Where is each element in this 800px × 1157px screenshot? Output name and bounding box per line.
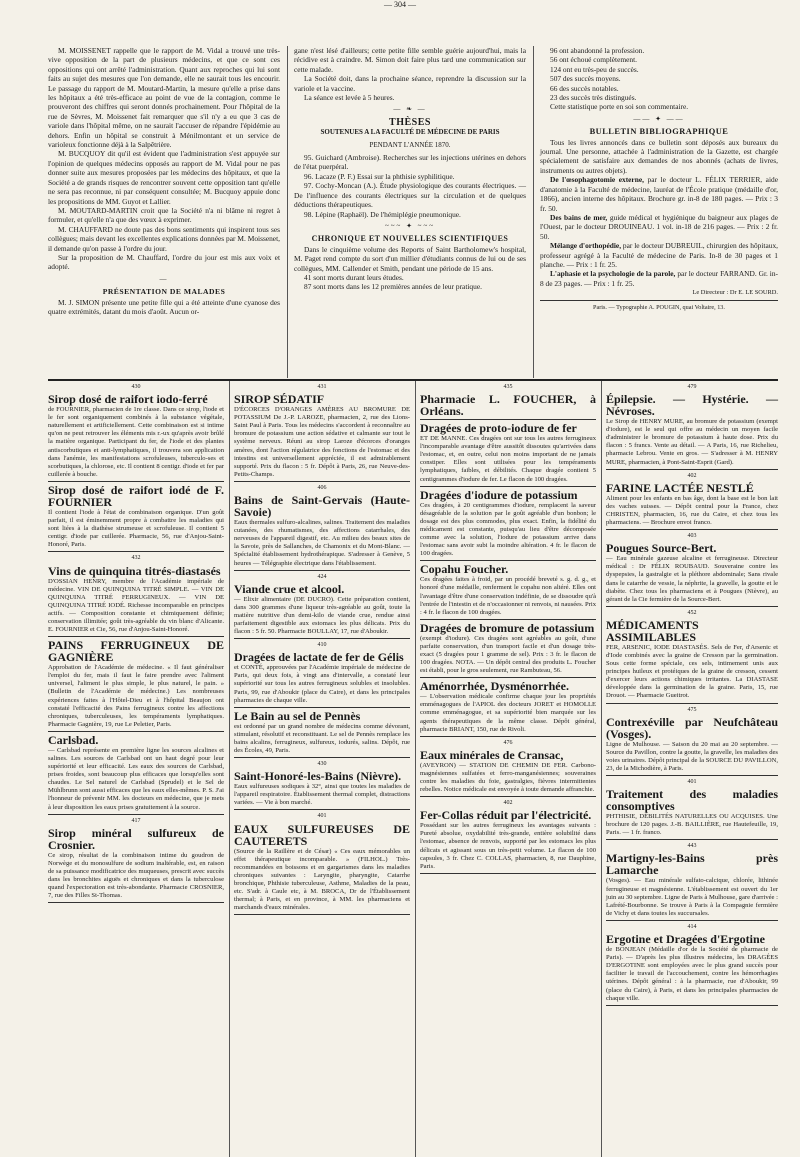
list-item: 124 ont eu très-peu de succès. (550, 64, 639, 74)
ad-text: Eaux sulfureuses sodiques à 32°, ainsi que toutes les maladies de l'appareil respiratoire. Établissement thermal complet, distractions variées. — Vie à bon marché. (234, 783, 410, 807)
article-column-3 (540, 46, 778, 312)
ad-text: — Eau minérale gazeuse alcaline et ferrugineuse. Directeur médical : Dr FÉLIX ROUBAUD. Souveraine contre les dyspepsies, la gastralgie et la pléthore abdominale; Sans rivale dans le catarrhe de vessie, la néphrite, la gravelle, la goutte et le diabète. Chez tous les pharmaciens et à Pougues (Nièvre), au gérant de la Cie fermière de la Source-Bert. (606, 555, 778, 603)
advertisement (48, 734, 224, 815)
advertisement (420, 489, 596, 562)
ornament: ~~~ ✦ ~~~ (384, 221, 436, 230)
ad-text: Ces dragées, à 20 centigrammes d'iodure, remplacent la saveur désagréable de la solution par le goût agréable d'un bonbon; le dosage est des plus commodes, plus exact. Enfin, la fidélité du médicament est constante, puisqu'au lieu d'être décomposée comme avec la solution, l'iodure de potassium arrive dans l'estomac sans avoir subi la moindre altération. 4 fr. le flacon de 100 dragées. (420, 501, 596, 558)
ad-heading: Martigny-les-Bains près Lamarche (606, 851, 778, 878)
advertisement (420, 563, 596, 619)
ad-text: Aliment pour les enfants en bas âge, dont la base est le bon lait des vaches suisses. — Dépôt central pour la France, chez CHRISTEN, pharmacien, 16, rue du Caire, et chez tous les pharmaciens. — Brochure envoi franco. (606, 494, 778, 527)
advertisement (48, 817, 224, 904)
list-item: 56 ont échoué complètement. (550, 55, 638, 65)
ad-text: Ces dragées faites à froid, par un procédé breveté s. g. d. g., et honoré d'une médaille, renferment le copahu non altéré. Elles ont l'avantage d'être d'une conservation indéfinie, de se dissoudre qu'à l'entrée de l'intestin et de n'occasionner ni renvois, ni nausées. Prix : 4 fr. le flacon de 100 dragées. (420, 576, 596, 616)
ad-text: et CONTÉ, approuvées par l'Académie impériale de médecine de Paris, qui deux fois, à vingt ans d'intervalle, a constaté leur supériorité sur tous les autres ferrugineux solubles et insolubles. Paris, 99, rue d'Aboukir (place du Caire), et dans les principales pharmacies de chaque ville. (234, 664, 410, 704)
divider (420, 419, 596, 420)
paragraph: gane n'est lésé d'ailleurs; cette petite fille semble guérie aujourd'hui, mais la récidive est à craindre. M. Simon doit faire plus tard une communication sur cette malade. (294, 46, 526, 74)
ad-text: Eaux thermales sulfuro-alcalines, salines. Traitement des maladies cutanées, des rhumatismes, des affections catarrhales, des nerveuses de l'appareil digestif, etc. Au milieu des beaux sites de la Savoie, près de Sallanches, de Chamonix et du Mont-Blanc. — Spécialité établissement hydrothérapique. S'adresser à Genève, 5 heures — Télégraphie électrique dans l'établissement. (234, 519, 410, 567)
entry-title: L'aphasie et la psychologie de la parole, (550, 269, 676, 279)
ad-heading: Le Bain au sel de Pennès (234, 708, 361, 723)
divider (606, 775, 778, 776)
ad-column-2 (234, 381, 410, 917)
divider (540, 300, 778, 301)
bulletin-title: BULLETIN BIBLIOGRAPHIQUE (589, 127, 729, 137)
divider (48, 481, 224, 482)
ad-text: Ce sirop, résultat de la combinaison intime du goudron de Norwège et du monosulfure de sodium inaltérable, est, en raison de sa puissance modificatrice des muqueuses, prescrit avec succès dans les bronchites aiguës et chroniques et dans la tuberculose quand l'expectoration est très-abondante. Pharmacie CROSNIER, 7, rue des Filles St-Thomas. (48, 851, 224, 900)
divider (48, 902, 224, 903)
ad-number: 475 (687, 706, 697, 713)
entry-title: Des bains de mer, (550, 212, 608, 222)
divider (48, 636, 224, 637)
bibliography-entry (540, 241, 778, 269)
ad-heading: Sirop dosé de raifort iodo-ferré (48, 392, 208, 407)
advertisement (606, 472, 778, 530)
ad-number: 479 (687, 384, 697, 390)
advertisement (234, 710, 410, 758)
ad-heading: MÉDICAMENTS ASSIMILABLES (606, 617, 699, 644)
ad-column-3 (420, 381, 596, 876)
printer-line: Paris. — Typographie A. POUGIN, quai Voltaire, 13. (593, 303, 725, 311)
divider (234, 570, 410, 571)
ad-number: 476 (503, 739, 513, 746)
ad-heading: Copahu Foucher. (420, 562, 509, 577)
list-item: 23 des succès très distingués. (550, 93, 637, 103)
divider (606, 529, 778, 530)
ad-number: 452 (687, 609, 697, 616)
ad-heading: Eaux minérales de Cransac, (420, 747, 564, 762)
thesis-item: 97. Cochy-Moncan (A.). Étude physiologique des courants électriques. — De l'influence des courants électriques sur la circulation et de quelques déductions thérapeutiques. (294, 181, 526, 210)
ad-text: (Vosges). — Eau minérale sulfato-calcique, chlorée, lithinée ferrugineuse et magnésienne. L'établissement est ouvert du 1er juin au 30 septembre. Ligne de Paris à Mulhouse, gare d'arrivée : Lafrété-Bourbonne. Se trouve à Paris à la Compagnie fermière de Vichy et dans toutes les succursales. (606, 877, 778, 917)
paragraph: M. BUCQUOY dit qu'il est évident que l'administration s'est appuyée sur l'opinion de quelques médecins opposés au rapport de M. Vidal pour ne pas donner suite aux mesures proposées par les médecins des hôpitaux, et que la Société a de grands risques de rencontrer souvent cette opposition tant qu'elle ne sera pas reconnue, ni par conséquent consultée; M. Bucquoy appuie donc les propositions de MM. Guyot et Lallier. (48, 149, 280, 206)
article-column-2 (294, 46, 526, 292)
divider (48, 814, 224, 815)
page-number: — 304 — (384, 0, 416, 9)
ad-heading: Dragées de proto-iodure de fer (420, 421, 577, 436)
ornament: —— ✦ —— (633, 114, 685, 123)
article-columns (48, 46, 778, 378)
ad-text: Approbation de l'Académie de médecine. « Il faut généraliser l'emploi du fer, mais il faut le faire prendre avec l'aliment universel, l'aliment le plus simple, le plus naturel, le pain. » (Bulletin de l'Académie de médecine.) Les nombreuses expériences faites à l'Hôtel-Dieu et à l'hôpital Beaujon ont constaté l'efficacité des Pains ferrugineux contre les affections chroniques, tuberculeuses, les tempéraments lymphatiques. Pharmacie Gagnière, 19, rue Le Peletier, Paris. (48, 664, 224, 728)
ad-heading: Aménorrhée, Dysménorrhée. (420, 679, 569, 694)
list-item: 96 ont abandonné la profession. (550, 46, 645, 55)
divider (606, 469, 778, 470)
bibliography-entry (540, 175, 778, 213)
advertisement-columns (48, 381, 778, 1157)
paragraph: La Société doit, dans la prochaine séance, reprendre la discussion sur la variole et la vaccine. (294, 74, 526, 93)
ad-column-4 (606, 381, 778, 1008)
paragraph: M. MOISSENET rappelle que le rapport de M. Vidal a trouvé une très-vive opposition de la part de plusieurs médecins, et que ce sont ces oppositions qui ont arrêté l'administration. Quant aux reproches qui lui sont faits au sujet des mesures que l'on demande, elle ne saurait tous les encourir. Le passage du rapport de M. Moutard-Martin, la mesure qu'elle a prise dans les hôpitaux a été très-efficace au point de vue de la contagion, comme le prouveront des chiffres qui seront donnés prochainement. Pour l'hôpital de la rue de Sèvres, M. Moissenet fait remarquer que s'il n'y a eu que 3 cas de variole dans l'hôpital même, on ne saurait l'accuser de répandre l'épidémie au dehors. Enfin un hôpital se construit à Ménilmontant et un service de varioleux fonctionne déjà à la Salpêtrière. (48, 46, 280, 150)
paragraph: M. J. SIMON présente une petite fille qui a été atteinte d'une cyanose des quatre extrémités, datant du mois d'août. Aucun or- (48, 297, 280, 316)
thesis-item: 95. Guichard (Ambroise). Recherches sur les injections utérines en dehors de l'état puerpéral. (294, 153, 526, 172)
list-item: 41 sont morts durant leurs études. (304, 272, 404, 282)
ad-number: 430 (131, 384, 141, 390)
ad-number: 401 (687, 779, 697, 785)
divider (606, 1005, 778, 1006)
ad-text: — L'observation médicale confirme chaque jour les propriétés emménagogues de l'APIOL des docteurs JORET et HOMOLLE comme emménagogue, et sa supériorité bien marquée sur les agents thérapeutiques de la même classe. Dépôt général, pharmacie BRIANT, 150, rue de Rivoli. (420, 693, 596, 733)
ad-number: 417 (131, 817, 141, 824)
advertisement (606, 532, 778, 607)
ad-number: 432 (131, 555, 141, 562)
ad-number: 410 (317, 642, 327, 649)
divider (606, 839, 778, 840)
ad-heading: Contrexéville par Neufchâteau (Vosges). (606, 714, 778, 741)
ornament: — (159, 274, 169, 283)
ad-number: 443 (687, 843, 697, 850)
advertisement (420, 622, 596, 678)
column-divider (287, 46, 288, 378)
ad-text: (exempt d'iodure). Ces dragées sont agréables au goût, d'une parfaite conservation, d'un transport facile et d'un dosage très-exact (5 dragées pour 1 gramme de sel). Prix : 3 fr. le flacon de 100 dragées. NOTA. — Un dépôt central des produits L. Foucher est établi, pour le gros seulement, rue Rambuteau, 56. (420, 634, 596, 675)
divider (606, 920, 778, 921)
ad-number: 430 (317, 761, 327, 768)
column-divider (533, 46, 534, 378)
divider (234, 809, 410, 810)
ad-text: Ligne de Mulhouse. — Saison du 20 mai au 20 septembre. — Source du Pavillon, contre la goutte, la gravelle, les maladies des voies urinaires. Dépôt principal de la SOURCE DU PAVILLON, 23, de la Michodière, à Paris. (606, 740, 778, 772)
advertisement (606, 706, 778, 776)
entry-text: par le docteur FARRAND. Gr. in-8 de 23 pages. — Prix : 1 fr. 25. (540, 269, 778, 288)
column-divider (229, 381, 230, 1157)
divider (48, 551, 224, 552)
advertisement (48, 639, 224, 732)
divider (234, 481, 410, 482)
ad-heading: SIROP SÉDATIF (234, 392, 325, 407)
ad-text: FER, ARSENIC, IODE DIASTASÉS. Sels de Fer, d'Arsenic et d'Iode combinés avec la graine de Cresson par la germination. Sous cette forme spéciale, ces sels, intimement unis aux principes huileux et protéiques de la graine de cresson, cessent d'exercer leurs actions chimiques irritantes. La DIASTASE développée dans la germination de la graine. Paris, 15, rue Drouot. — Pharmacie Gueitrot. (606, 643, 778, 700)
ad-heading: Pharmacie L. FOUCHER, à Orléans. (420, 392, 596, 419)
ad-text: Le Sirop de HENRY MURE, au bromure de potassium (exempt d'iodure), est le seul qui offre au médecin un moyen facile d'administrer le bromure de potassium à haute dose. Prix du flacon : 5 francs. Vente au détail. — A Paris, 16, rue Richelieu, pharmacie Lebrou. Vente en gros. — S'adresser à M. HENRY MURE, pharmacien, à Pont-Saint-Esprit (Gard). (606, 418, 778, 466)
bibliography-entry (540, 213, 778, 241)
ad-text: de FOURNIER, pharmacien de 1re classe. Dans ce sirop, l'iode et le fer sont organiquement combinés à la substance végétale, naturellement et artificiellement. Cette combinaison est si intime qu'on ne peut retrouver les éléments mis r.-ux qu'après avoir brûlé la matière organique. Participant du fer, de l'iode et des plantes antiscorbutiques et anti-lymphatiques, il trouvera son application dans l'anémie, les manifestations scrofuleuses, tuberculo-ses et scorbutiques, la chlorose, etc. Il contient 8 centigr. d'iode et fer par cuillerée à bouche. (48, 406, 224, 478)
ad-text: Il contient l'iode à l'état de combinaison organique. D'un goût parfait, il est éminemment propre à combattre les maladies qui sont liées à la diathèse strumeuse et scrofuleuse. Il contient 5 centigr. d'iode par cuillerée. Pharmacie, 56, rue d'Anjou-Saint-Honoré, Paris. (48, 508, 224, 549)
list-item: 87 sont morts dans les 12 premières années de leur pratique. (304, 282, 482, 292)
advertisement (420, 383, 596, 420)
divider (48, 731, 224, 732)
paragraph: Dans le cinquième volume des Reports of Saint Bartholomew's hospital, M. Paget rend compte du sort d'un millier d'étudiants connus de lui ou de ses collègues, MM. Callender et Smith, pendant une période de 15 ans. (294, 244, 526, 273)
advertisement (606, 383, 778, 470)
director-signature: Le Directeur : Dr E. LE SOURD. (692, 289, 778, 297)
ad-number: 414 (687, 923, 697, 930)
ad-heading: Dragées d'iodure de potassium (420, 487, 578, 502)
ad-heading: EAUX SULFUREUSES DE CAUTERETS (234, 821, 410, 848)
divider (606, 606, 778, 607)
ad-number: 401 (317, 813, 327, 820)
ad-text: D'OSSIAN HENRY, membre de l'Académie impériale de médecine. VIN DE QUINQUINA TITRÉ SIMPLE. — VIN DE QUINQUINA TITRÉ FERRUGINEUX. — VIN DE QUINQUINA TITRÉ IODÉ. Richesse incomparable en principes actifs. — Composition constante et chimiquement définie; conservation illimitée; goût très-agréable du vin blanc d'Alicante. E. FOURNIER et Cie, 56, rue d'Anjou-Saint-Honoré. (48, 577, 224, 634)
ad-text: (Source de la Raillère et de César) « Ces eaux mémorables un effet thérapeutique incomparable. » (FILHOL.) Très-recommandées en boissons et en gargarismes dans les maladies chroniques suivantes : Laryngite, pharyngite, Catarrhe bronchique, Phthisie tuberculeuse, Asthme, Maladies de la peau, etc. S'adr. à Caule etc, à M. BROCA, Dr de l'Établissement thermal; à Paris, et en province, à MM. les pharmaciens et marchands d'eaux minérales. (234, 847, 410, 912)
ad-number: 402 (687, 472, 697, 479)
ad-text: D'ÉCORCES D'ORANGES AMÈRES AU BROMURE DE POTASSIUM De J.-P. LAROZE, pharmacien, 2, rue des Lions-Saint Paul à Paris. Tous les médecins s'accordent à reconnaître au bromure de potassium une action sédative et calmante sur tout le système nerveux. Réuni au sirop Laroze d'écorces d'oranges amères, dont l'action régulatrice des fonctions de l'estomac et des intestins est universellement appréciée, il est admirablement supporté. Prix du flacon : 5 fr. Dépôt à Paris, 26, rue Neuve-des-Petits-Champs. (234, 406, 410, 478)
entry-title: De l'œsophagotomie externe, (550, 175, 644, 185)
divider (234, 638, 410, 639)
paragraph: Sur la proposition de M. Chauffard, l'ordre du jour est mis aux voix et adopté. (48, 252, 280, 272)
ad-heading: Carlsbad. (48, 732, 99, 747)
divider (420, 560, 596, 561)
ad-number: 406 (317, 484, 327, 491)
divider (606, 703, 778, 704)
advertisement (48, 484, 224, 552)
list-item: 66 des succès notables. (550, 83, 619, 93)
ad-heading: Dragées de bromure de potassium (420, 620, 595, 635)
ad-text: Possédant sur les autres ferrugineux les avantages suivants : Pureté absolue, oxydabilité très-grande, entière solubilité dans l'estomac, absence de renvois, supporté par les estomacs les plus délicats et agissant sous un très-petit volume. Le flacon de 100 capsules, 3 fr. Chez C. COLLAS, pharmacien, 8, rue Dauphine, Paris. (420, 822, 596, 870)
advertisement (420, 739, 596, 797)
thesis-item: 96. Lacaze (P. F.) Essai sur la phthisie syphilitique. (304, 171, 455, 181)
divider (234, 707, 410, 708)
advertisement (606, 778, 778, 840)
divider (420, 873, 596, 874)
advertisement (234, 573, 410, 640)
chronique-title: CHRONIQUE ET NOUVELLES SCIENTIFIQUES (311, 234, 509, 244)
article-column-1 (48, 46, 280, 316)
ad-text: — Elixir alimentaire (DE DUCRO). Cette préparation contient, dans 300 grammes d'une liqueur très-agréable au goût, toute la matière nutritive d'un demi-kilo de viande crue, rendue ainsi parfaitement digestible aux estomacs les plus délicats. Prix du flacon : 5 fr. 50. Pharmacie BOULLAY, 17, rue d'Aboukir. (234, 595, 410, 636)
divider (234, 914, 410, 915)
advertisement (606, 842, 778, 921)
ad-text: (AVEYRON) — STATION DE CHEMIN DE FER. Carbono-magnésiennes sulfatées et ferro-manganésiennes; souveraines contre les maladies du foie, gastralgies, fièvres intermittentes rebelles. Notice médicale est envoyée à toute demande affranchie. (420, 761, 596, 794)
ad-heading: FARINE LACTÉE NESTLÉ (606, 480, 754, 495)
ad-number: 424 (317, 573, 327, 580)
ad-heading: Viande crue et alcool. (234, 581, 345, 596)
ad-heading: Saint-Honoré-les-Bains (Nièvre). (234, 769, 402, 784)
divider (420, 796, 596, 797)
ad-text: de BONJEAN (Médaille d'or de la Société de pharmacie de Paris). — D'après les plus illustres médecins, les DRAGÉES D'ERGOTINE sont employées avec le plus grand succès pour faciliter le travail de l'accouchement, contre les hémorrhagies utérines. Dépôt général : à la pharmacie, rue d'Aboukir, 99 (place du Caire), à Paris, et dans les principales pharmacies de chaque ville. (606, 946, 778, 1002)
ad-text: est ordonné par un grand nombre de médecins comme dévorant, stimulant, résolutif et reconstituant. Le sel de Pennès remplace les bains alcalins, ferrugineux, sulfureux, iodurés, salins. Dépôt, rue des Écoles, 49, Paris. (234, 722, 410, 754)
ad-heading: PAINS FERRUGINEUX DE GAGNIÈRE (48, 638, 224, 665)
advertisement (606, 609, 778, 704)
entry-text: par le docteur DUBREUIL, chirurgien des hôpitaux, professeur agrégé à la Faculté de médecine de Paris. In-8 de 30 pages et 1 planche. — Prix : 1 fr. 25. (540, 241, 778, 269)
column-divider (601, 381, 602, 1157)
ad-heading: Dragées de lactate de fer de Gélis (234, 650, 404, 665)
ad-heading: Fer-Collas réduit par l'électricité. (420, 808, 592, 823)
advertisement (420, 422, 596, 487)
paragraph: Cette statistique porte en soi son commentaire. (550, 102, 689, 112)
ad-heading: Pougues Source-Bert. (606, 541, 717, 556)
ad-heading: Sirop minéral sulfureux de Crosnier. (48, 825, 224, 852)
ad-column-1 (48, 381, 224, 905)
advertisement (234, 383, 410, 482)
thesis-item: 98. Lépine (Raphaël). De l'hémiplégie pneumonique. (304, 209, 461, 219)
paragraph: La séance est levée à 5 heures. (304, 93, 395, 103)
list-item: 507 des succès moyens. (550, 74, 621, 84)
advertisement (606, 923, 778, 1006)
entry-title: Mélange d'orthopédie, (550, 241, 622, 251)
advertisement (234, 641, 410, 708)
theses-subtitle: SOUTENUES A LA FACULTÉ DE MÉDECINE DE PARIS (320, 128, 500, 137)
ad-heading: Vins de quinquina titrés-diastasés (48, 563, 221, 578)
advertisement (234, 760, 410, 810)
ad-number: 403 (687, 533, 697, 540)
section-title: PRÉSENTATION DE MALADES (102, 287, 226, 297)
entry-text: guide médical et hygiénique du baigneur aux plages de l'Ouest, par le docteur DROUINEAU. 1 vol. in-18 de 216 pages. — Prix : 2 fr. 50. (540, 212, 778, 241)
divider (420, 736, 596, 737)
advertisement (420, 799, 596, 874)
ad-text: ET DE MANNE. Ces dragées ont sur tous les autres ferrugineux l'incomparable avantage d'être aussitôt dissoutes qu'arrivées dans l'estomac, et, en outre, celui non moins important de ne jamais constiper. Elles sont utilisées pour les tempéraments lymphatiques, faibles, et débilités. Chaque dragée contient 5 centigrammes d'iodure de fer. Le flacon de 100 dragées. (420, 435, 596, 483)
ad-number: 435 (503, 384, 513, 390)
ad-number: 402 (503, 800, 513, 807)
theses-year: PENDANT L'ANNÉE 1870. (369, 140, 451, 149)
divider (420, 677, 596, 678)
paragraph: Tous les livres annoncés dans ce bulletin sont déposés aux bureaux du journal. Une personne, attachée à l'administration de la Gazette, est chargée spécialement de satisfaire aux demandes de nos abonnés (achats de livres, instruments ou autres objets). (540, 137, 778, 175)
ad-heading: Traitement des maladies consomptives (606, 787, 778, 814)
divider (234, 757, 410, 758)
column-divider (415, 381, 416, 1157)
ad-text: — Carlsbad représente en première ligne les sources alcalines et salines. Les sources de Carlsbad ont un haut degré pour leur supériorité et leur efficacité. Les eaux des sources de Carlsbad, prises froides, sont beaucoup plus efficaces que lorsqu'elles sont chaudes. Le Sel naturel de Carlsbad (Sprudel) et le Sel de Mühlbrunn sont aussi efficaces que les eaux elles-mêmes. P. S. J'ai l'honneur de prévenir MM. les docteurs en médecine, que je mets à leur disposition les eaux prises gratuitement à la source. (48, 746, 224, 811)
paragraph: M. MOUTARD-MARTIN croit que la Société n'a ni blâme ni regret à formuler, et qu'elle n'a que des vœux à exprimer. (48, 205, 280, 225)
ad-heading: Épilepsie. — Hystérie. — Névroses. (606, 392, 778, 419)
ad-number: 431 (317, 384, 327, 390)
advertisement (48, 554, 224, 637)
divider (420, 486, 596, 487)
advertisement (420, 680, 596, 736)
advertisement (234, 484, 410, 571)
advertisement (48, 383, 224, 482)
theses-title: THÈSES (389, 116, 431, 128)
advertisement (234, 812, 410, 915)
ad-heading: Sirop dosé de raifort iodé de F. FOURNIER (48, 482, 224, 509)
divider (420, 619, 596, 620)
ornament: — ❧ — (393, 105, 427, 114)
ad-heading: Ergotine et Dragées d'Ergotine (606, 932, 765, 947)
paragraph: M. CHAUFFARD ne doute pas des bons sentiments qui inspirent tous ses collègues; mais devant les excellentes explications données par M. Moissenet, il demande qu'on passe à l'ordre du jour. (48, 224, 280, 253)
bibliography-entry (540, 269, 778, 288)
ad-text: PHTHISIE, DÉBILITÉS NATURELLES OU ACQUISES. Une brochure de 120 pages. J.-B. BAILLIÈRE, rue Hautefeuille, 19, Paris. — 1 fr. franco. (606, 813, 778, 837)
entry-text: par le docteur L. FÉLIX TERRIER, aide d'anatomie à la Faculté de médecine, lauréat de l'École pratique (médaille d'or, 1866), ancien interne des hôpitaux. Brochure gr. in-8 de 180 pages. — Prix : 3 fr. 50. (540, 175, 778, 213)
ad-heading: Bains de Saint-Gervais (Haute-Savoie) (234, 493, 410, 520)
